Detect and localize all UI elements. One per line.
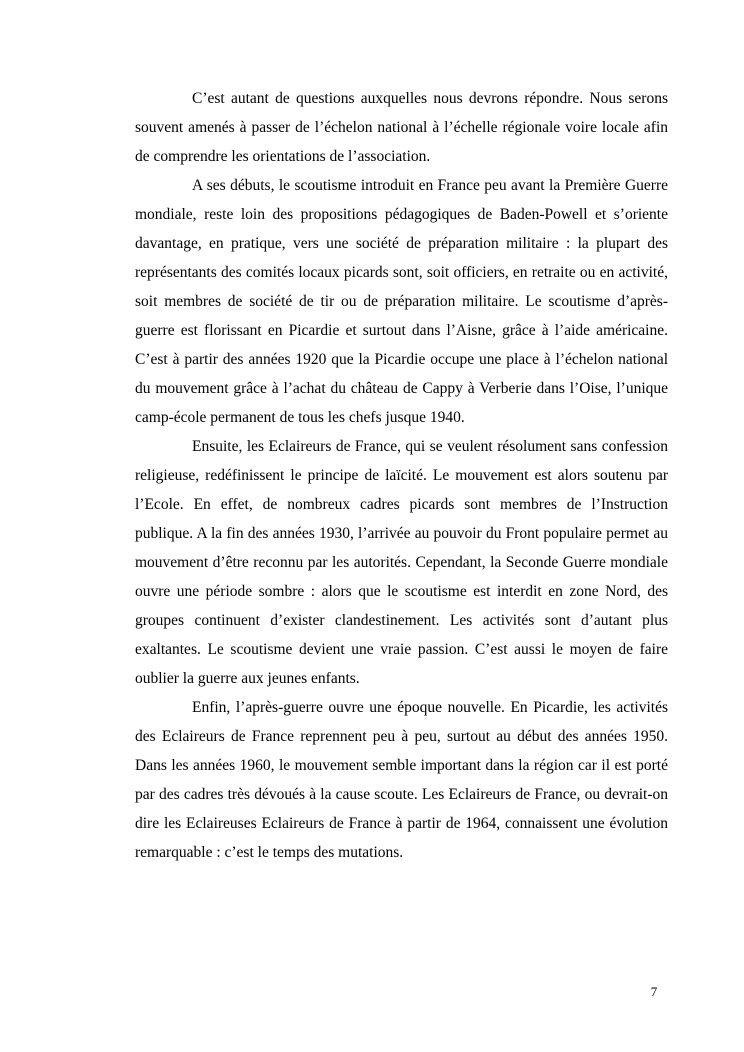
paragraph-intro-questions: C’est autant de questions auxquelles nous devrons répondre. Nous serons souvent amenés à passer de l’échelon national à l’échelle régionale voire locale afin de comprendre les orientations de l’association.: [135, 90, 668, 165]
paragraph-eclaireurs-laicite: Ensuite, les Eclaireurs de France, qui se veulent résolument sans confession religieuse, redéfinissent le principe de laïcité. Le mouvement est alors soutenu par l’Ecole. En effet, de nombreux cadres picards sont membres de l’Instruction publique. A la fin des années 1930, l’arrivée au pouvoir du Front populaire permet au mouvement d’être reconnu par les autorités. Cependant, la Seconde Guerre mondiale ouvre une période sombre : alors que le scoutisme est interdit en zone Nord, des groupes continuent d’exister clandestinement. Les activités sont d’autant plus exaltantes. Le scoutisme devient une vraie passion. C’est aussi le moyen de faire oublier la guerre aux jeunes enfants.: [135, 438, 668, 687]
paragraph-debuts-scoutisme: A ses débuts, le scoutisme introduit en France peu avant la Première Guerre mondiale, reste loin des propositions pédagogiques de Baden-Powell et s’oriente davantage, en pratique, vers une société de préparation militaire : la plupart des représentants des comités locaux picards sont, soit officiers, en retraite ou en activité, soit membres de société de tir ou de préparation militaire. Le scoutisme d’après-guerre est florissant en Picardie et surtout dans l’Aisne, grâce à l’aide américaine. C’est à partir des années 1920 que la Picardie occupe une place à l’échelon national du mouvement grâce à l’achat du château de Cappy à Verberie dans l’Oise, l’unique camp-école permanent de tous les chefs jusque 1940.: [135, 177, 668, 426]
paragraph-apres-guerre: Enfin, l’après-guerre ouvre une époque nouvelle. En Picardie, les activités des Eclaireurs de France reprennent peu à peu, surtout au début des années 1950. Dans les années 1960, le mouvement semble important dans la région car il est porté par des cadres très dévoués à la cause scoute. Les Eclaireurs de France, ou devrait-on dire les Eclaireuses Eclaireurs de France à partir de 1964, connaissent une évolution remarquable : c’est le temps des mutations.: [135, 699, 668, 861]
body-text: [135, 84, 668, 867]
page-number: 7: [650, 984, 658, 999]
